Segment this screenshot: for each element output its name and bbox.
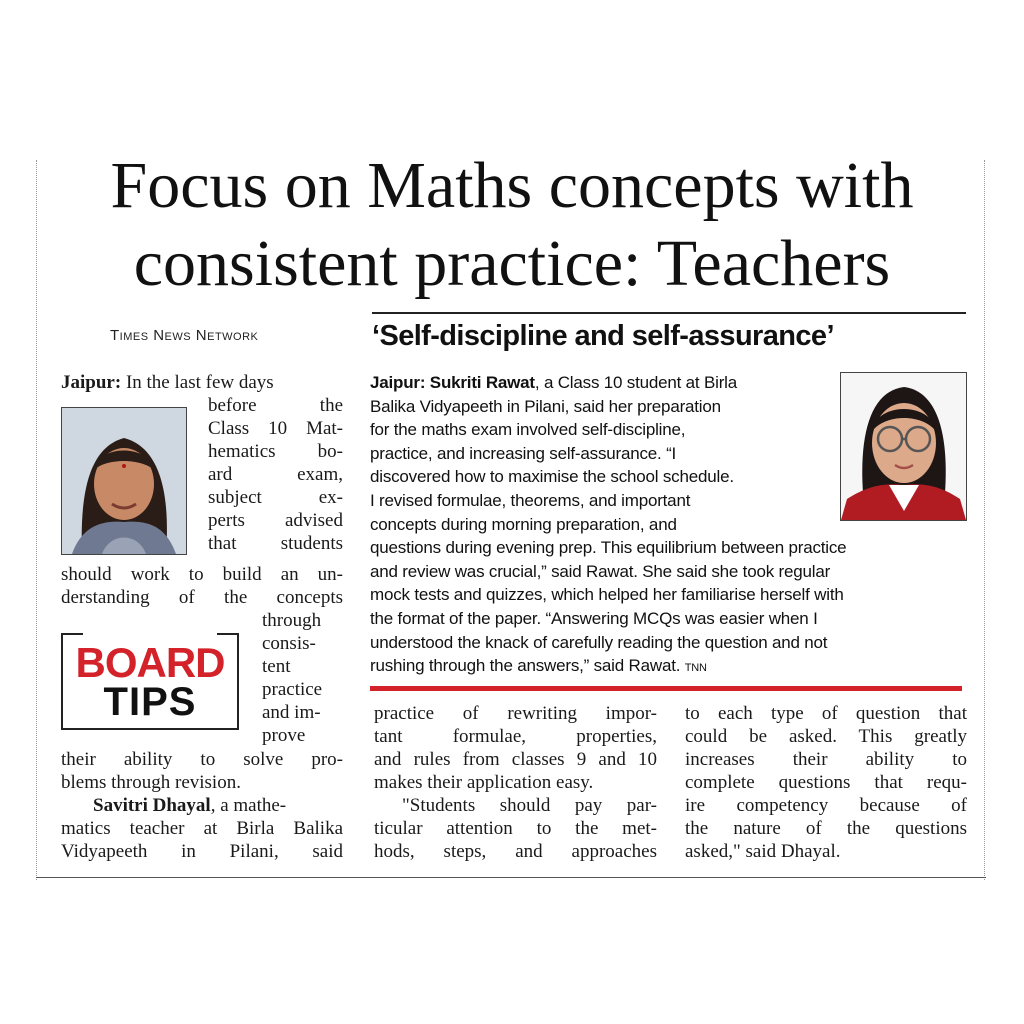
sidebar-line: the format of the paper. “Answering MCQs was easier when I: [370, 608, 818, 628]
left-line: Vidyapeeth in Pilani, said: [61, 841, 343, 862]
sidebar-line: concepts during morning preparation, and: [370, 514, 677, 534]
left-line: blems through revision.: [61, 772, 241, 793]
sidebar-line: I revised formulae, theorems, and important: [370, 490, 691, 510]
left-line: hematics bo-: [208, 441, 343, 462]
right-line: complete questions that requ-: [685, 772, 967, 793]
left-page-border: [36, 160, 37, 880]
teacher-name: Savitri Dhayal: [93, 795, 211, 816]
sidebar-line: practice, and increasing self-assurance. “I: [370, 443, 677, 463]
left-line: tent: [262, 656, 291, 677]
left-line: derstanding of the concepts: [61, 587, 343, 608]
sidebar-line: and review was crucial,” said Rawat. She said she took regular: [370, 561, 831, 581]
left-line: should work to build an un-: [61, 564, 343, 585]
left-line: through: [262, 610, 322, 631]
left-full-text-1: [61, 563, 343, 609]
sidebar-dateline: Jaipur: Sukriti Rawat: [370, 373, 535, 392]
headline-line-2: consistent practice: Teachers: [133, 227, 891, 300]
middle-line: practice of rewriting impor-: [374, 703, 657, 724]
sidebar-line: , a Class 10 student at Birla: [534, 373, 737, 392]
sidebar-line: understood the knack of carefully reading the question and not: [370, 632, 828, 652]
sidebar-bottom-rule: [370, 686, 962, 691]
sidebar-line: for the maths exam involved self-discipline,: [370, 420, 686, 440]
middle-line: "Students should pay par-: [402, 795, 657, 816]
left-line: their ability to solve pro-: [61, 749, 343, 770]
right-line: ire competency because of: [685, 795, 967, 816]
right-page-border: [984, 160, 985, 880]
left-full-text-2: [61, 748, 343, 863]
board-tips-logo: [61, 633, 239, 730]
left-intro-text: [61, 371, 343, 394]
left-wrap-text: [208, 394, 343, 555]
sidebar-line: discovered how to maximise the school schedule.: [370, 467, 734, 487]
right-line: could be asked. This greatly: [685, 726, 967, 747]
teacher-portrait-image: [62, 408, 186, 554]
right-line: the nature of the questions: [685, 818, 967, 839]
board-tips-corner: [61, 728, 239, 730]
byline: Times News Network: [110, 327, 259, 344]
middle-line: ticular attention to the met-: [374, 818, 657, 839]
sidebar-title: ‘Self-discipline and self-assurance’: [372, 320, 834, 352]
teacher-photo: [61, 407, 187, 555]
board-tips-word-1: BOARD: [75, 639, 225, 686]
left-line: , a mathe-: [210, 795, 287, 816]
board-tips-corner: [61, 633, 83, 635]
bottom-rule: [36, 877, 986, 878]
right-column: [685, 702, 967, 863]
sidebar-line: questions during evening prep. This equilibrium between practice: [370, 538, 847, 558]
middle-line: tant formulae, properties,: [374, 726, 657, 747]
sidebar-top-rule: [372, 312, 966, 314]
left-dateline: Jaipur:: [61, 372, 122, 393]
middle-line: makes their application easy.: [374, 772, 594, 793]
left-line: In the last few days: [125, 372, 274, 393]
sidebar-credit: TNN: [684, 662, 707, 675]
left-line: before the: [208, 395, 343, 416]
left-line: Class 10 Mat-: [208, 418, 343, 439]
board-tips-corner: [217, 633, 239, 635]
sidebar-line: Balika Vidyapeeth in Pilani, said her preparation: [370, 396, 721, 416]
right-line: increases their ability to: [685, 749, 967, 770]
headline-line-1: Focus on Maths concepts with: [110, 149, 914, 222]
middle-line: hods, steps, and approaches: [374, 841, 657, 862]
left-line: matics teacher at Birla Balika: [61, 818, 343, 839]
left-line: that students: [208, 533, 343, 554]
left-line: subject ex-: [208, 487, 343, 508]
left-line: consis-: [262, 633, 316, 654]
middle-line: and rules from classes 9 and 10: [374, 749, 657, 770]
left-line: prove: [262, 725, 306, 746]
sidebar-body: [370, 371, 970, 681]
right-line: to each type of question that: [685, 703, 967, 724]
left-line: ard exam,: [208, 464, 343, 485]
left-line: practice: [262, 679, 323, 700]
left-narrow-text: [262, 609, 343, 747]
board-tips-word-2: TIPS: [103, 680, 197, 724]
sidebar-line: mock tests and quizzes, which helped her familiarise herself with: [370, 585, 844, 605]
left-line: and im-: [262, 702, 321, 723]
sidebar-line: rushing through the answers,” said Rawat.: [370, 656, 681, 676]
middle-column: [374, 702, 657, 863]
left-line: perts advised: [208, 510, 343, 531]
right-line: asked," said Dhayal.: [685, 841, 841, 862]
